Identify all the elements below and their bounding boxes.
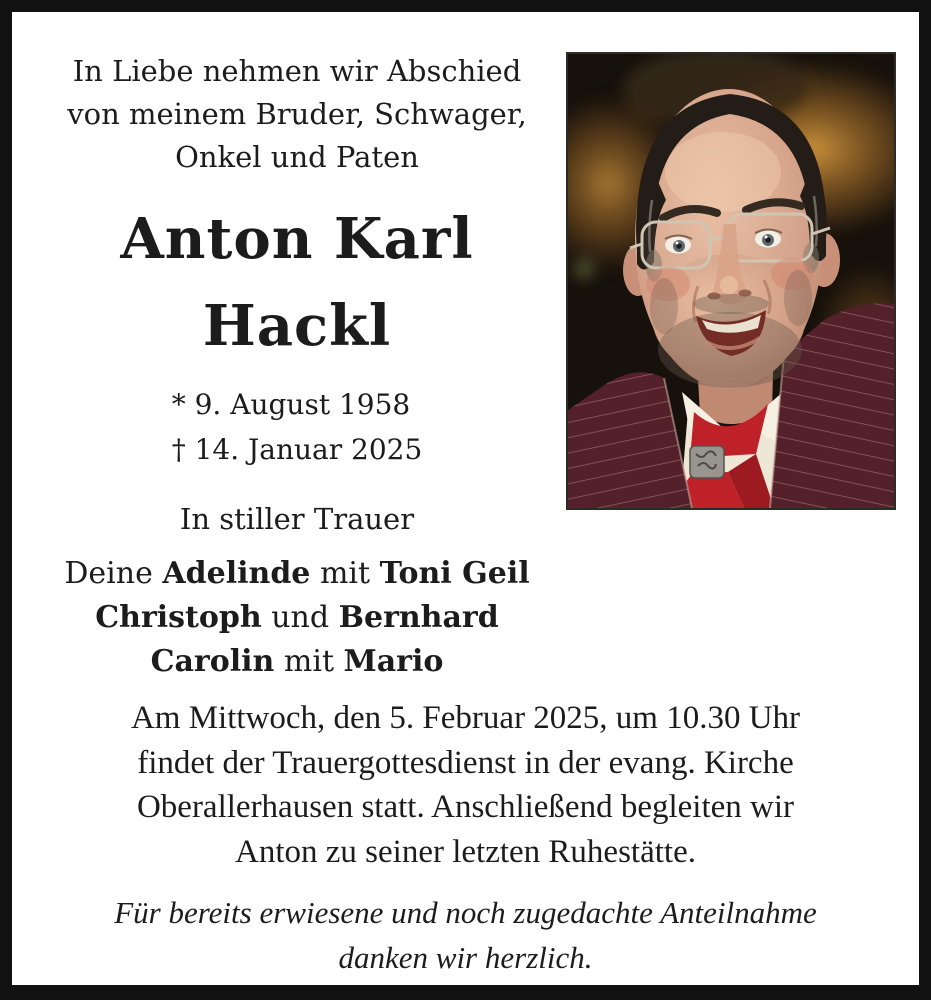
service-line: Am Mittwoch, den 5. Februar 2025, um 10.30 Uhr xyxy=(130,700,801,736)
service-line: findet der Trauergottesdienst in der evang. Kirche xyxy=(137,744,794,781)
closing-thanks xyxy=(55,890,876,980)
intro-line: In Liebe nehmen wir Abschied xyxy=(72,54,522,88)
mourner-name: Adelinde xyxy=(162,556,311,591)
service-line: Oberallerhausen statt. Anschließend begleiten wir xyxy=(136,789,795,825)
tie-clasp xyxy=(690,446,724,478)
closing-line: Für bereits erwiesene und noch zugedachte Anteilnahme xyxy=(114,895,817,930)
mourner-line xyxy=(42,640,552,684)
death-date: † 14. Januar 2025 xyxy=(171,433,423,466)
portrait-photo xyxy=(566,52,896,510)
life-dates-block xyxy=(172,382,423,472)
mourner-name: Christoph xyxy=(95,600,262,635)
mourner-name: Bernhard xyxy=(338,600,499,635)
mourner-line xyxy=(42,552,552,596)
life-dates xyxy=(42,382,552,472)
deceased-name-line: Hackl xyxy=(202,293,392,359)
intro-line: Onkel und Paten xyxy=(175,140,419,174)
mourner-connector: mit xyxy=(274,644,344,679)
deceased-name xyxy=(42,196,552,370)
mourner-connector: und xyxy=(261,600,339,635)
intro-line: von meinem Bruder, Schwager, xyxy=(67,97,527,131)
mourner-connector: Deine xyxy=(64,556,163,591)
mourner-connector: mit xyxy=(310,556,380,591)
mourners-list xyxy=(42,552,552,684)
birth-date: * 9. August 1958 xyxy=(171,388,411,421)
mourning-heading: In stiller Trauer xyxy=(179,502,415,536)
mourner-name: Mario xyxy=(343,644,444,679)
mourner-name: Carolin xyxy=(150,644,275,679)
service-announcement xyxy=(55,696,876,874)
deceased-name-line: Anton Karl xyxy=(120,206,474,272)
service-line: Anton zu seiner letzten Ruhestätte. xyxy=(235,833,696,870)
mourner-line xyxy=(42,596,552,640)
intro-text xyxy=(42,50,552,179)
portrait-illustration xyxy=(568,54,894,508)
mourner-name: Toni Geil xyxy=(379,556,530,591)
closing-line: danken wir herzlich. xyxy=(338,940,593,975)
